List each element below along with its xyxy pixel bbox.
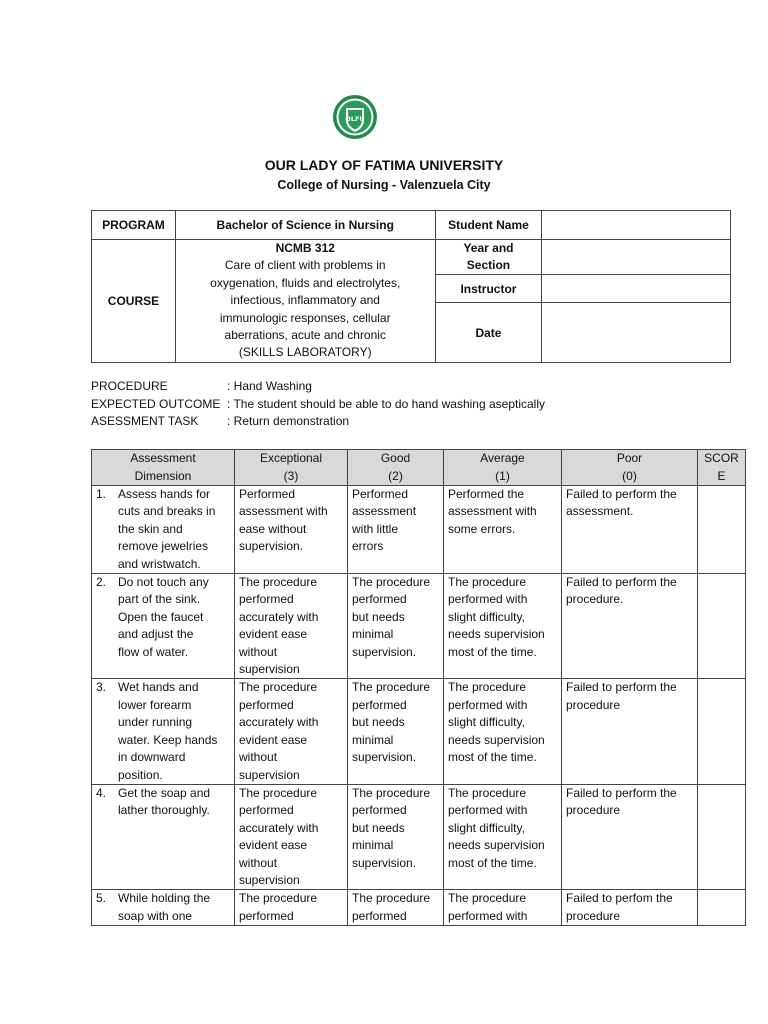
expected-outcome-label: EXPECTED OUTCOME	[91, 396, 221, 411]
exceptional-cell	[235, 679, 348, 784]
course-line: aberrations, acute and chronic	[224, 328, 386, 343]
average-line: Performed the	[448, 487, 525, 501]
step-number: 3.	[96, 680, 107, 695]
exceptional-line: performed	[239, 803, 294, 818]
good-line: but needs	[352, 715, 405, 730]
poor-line: Failed to perform the	[566, 575, 677, 590]
score-cell[interactable]	[698, 784, 746, 889]
course-info-table	[91, 210, 731, 363]
header-poor: Poor (0)	[562, 450, 698, 486]
step-number: 2.	[96, 575, 107, 590]
average-cell	[444, 890, 562, 926]
average-line: some errors.	[448, 521, 516, 536]
exceptional-line: supervision	[239, 767, 300, 782]
dimension-line: Open the faucet	[118, 609, 204, 624]
header-good: Good (2)	[348, 450, 444, 486]
instructor-field[interactable]	[542, 275, 731, 303]
good-line: supervision.	[352, 644, 417, 659]
average-cell	[444, 784, 562, 889]
university-name: OUR LADY OF FATIMA UNIVERSITY	[264, 157, 504, 173]
course-code: NCMB 312	[275, 241, 335, 255]
rubric-row	[92, 679, 746, 784]
exceptional-line: supervision	[239, 872, 300, 887]
average-line: needs supervision	[448, 838, 545, 853]
good-line: performed	[352, 803, 407, 818]
exceptional-line: accurately with	[239, 609, 319, 624]
good-cell	[348, 679, 444, 784]
dimension-line: Wet hands and	[118, 680, 199, 695]
student-name-label: Student Name	[435, 211, 542, 240]
instructor-label: Instructor	[435, 275, 542, 303]
average-cell	[444, 486, 562, 574]
svg-text:OLFU: OLFU	[345, 115, 365, 123]
average-line: performed with	[448, 697, 528, 712]
poor-cell	[562, 784, 698, 889]
average-line: most of the time.	[448, 855, 537, 870]
good-line: minimal	[352, 838, 394, 853]
good-line: performed	[352, 697, 407, 712]
course-line: Care of client with problems in	[224, 258, 386, 273]
average-line: assessment with	[448, 504, 537, 519]
procedure-info	[91, 378, 545, 431]
procedure-value: : Hand Washing	[227, 379, 312, 393]
average-line: needs supervision	[448, 627, 545, 642]
average-cell	[444, 574, 562, 679]
good-cell	[348, 486, 444, 574]
poor-cell	[562, 679, 698, 784]
poor-line: procedure	[566, 697, 621, 712]
average-line: slight difficulty,	[448, 715, 525, 730]
rubric-row	[92, 574, 746, 679]
exceptional-line: assessment with	[239, 504, 328, 519]
average-line: most of the time.	[448, 750, 537, 765]
rubric-row	[92, 486, 746, 574]
average-line: The procedure	[448, 680, 527, 695]
header-score: SCOR E	[698, 450, 746, 486]
good-line: minimal	[352, 627, 394, 642]
good-line: The procedure	[352, 785, 431, 800]
exceptional-line: supervision.	[239, 539, 304, 554]
exceptional-line: Performed	[239, 487, 296, 501]
rubric-row	[92, 784, 746, 889]
dimension-line: cuts and breaks in	[118, 504, 216, 519]
poor-line: Failed to perform the	[566, 487, 677, 501]
exceptional-line: ease without	[239, 521, 307, 536]
poor-cell	[562, 574, 698, 679]
dimension-cell	[92, 890, 235, 926]
course-description	[175, 240, 435, 363]
dimension-line: lather thoroughly.	[118, 803, 210, 818]
exceptional-cell	[235, 784, 348, 889]
exceptional-line: The procedure	[239, 680, 318, 695]
exceptional-line: The procedure	[239, 891, 318, 906]
average-line: The procedure	[448, 575, 527, 590]
average-line: performed with	[448, 908, 528, 923]
poor-line: assessment.	[566, 504, 634, 519]
header-exceptional: Exceptional (3)	[235, 450, 348, 486]
poor-line: Failed to perform the	[566, 785, 677, 800]
assessment-task-label: ASESSMENT TASK	[91, 414, 199, 428]
good-line: Performed	[352, 487, 409, 501]
poor-line: procedure	[566, 908, 621, 923]
exceptional-line: performed	[239, 697, 294, 712]
average-line: slight difficulty,	[448, 820, 525, 835]
dimension-line: While holding the	[118, 891, 211, 906]
score-cell[interactable]	[698, 890, 746, 926]
good-line: The procedure	[352, 575, 431, 590]
dimension-cell	[92, 486, 235, 574]
dimension-line: and wristwatch.	[118, 556, 201, 571]
dimension-line: soap with one	[118, 908, 193, 923]
poor-line: Failed to perform the	[566, 680, 677, 695]
good-line: assessment	[352, 504, 417, 519]
average-line: The procedure	[448, 891, 527, 906]
good-line: but needs	[352, 820, 405, 835]
dimension-line: under running	[118, 715, 193, 730]
dimension-line: Get the soap and	[118, 785, 211, 800]
average-line: performed with	[448, 803, 528, 818]
good-cell	[348, 890, 444, 926]
dimension-line: water. Keep hands	[118, 732, 218, 747]
poor-cell	[562, 890, 698, 926]
course-line: oxygenation, fluids and electrolytes,	[210, 275, 401, 290]
course-label: COURSE	[92, 240, 176, 363]
dimension-line: Assess hands for	[118, 487, 211, 501]
date-field[interactable]	[542, 303, 731, 362]
date-label: Date	[435, 303, 542, 362]
program-label: PROGRAM	[92, 211, 176, 240]
header-average: Average (1)	[444, 450, 562, 486]
header-assessment-dimension: Assessment Dimension	[92, 450, 235, 486]
dimension-line: and adjust the	[118, 627, 194, 642]
average-line: slight difficulty,	[448, 609, 525, 624]
university-seal-logo	[332, 94, 378, 140]
poor-line: Failed to perfom the	[566, 891, 673, 906]
good-line: supervision.	[352, 750, 417, 765]
average-line: The procedure	[448, 785, 527, 800]
dimension-line: lower forearm	[118, 697, 192, 712]
exceptional-line: The procedure	[239, 785, 318, 800]
exceptional-line: without	[239, 750, 278, 765]
dimension-line: part of the sink.	[118, 592, 201, 607]
rubric-table	[91, 449, 746, 926]
course-line: (SKILLS LABORATORY)	[238, 345, 372, 360]
score-cell[interactable]	[698, 679, 746, 784]
step-number: 1.	[96, 487, 107, 501]
dimension-cell	[92, 784, 235, 889]
program-value: Bachelor of Science in Nursing	[175, 211, 435, 240]
exceptional-line: without	[239, 644, 278, 659]
exceptional-line: accurately with	[239, 715, 319, 730]
exceptional-cell	[235, 574, 348, 679]
exceptional-line: performed	[239, 592, 294, 607]
exceptional-line: accurately with	[239, 820, 319, 835]
good-cell	[348, 784, 444, 889]
year-section-label	[435, 240, 542, 275]
good-line: minimal	[352, 732, 394, 747]
rubric-row	[92, 890, 746, 926]
dimension-cell	[92, 679, 235, 784]
poor-line: procedure	[566, 803, 621, 818]
exceptional-line: without	[239, 855, 278, 870]
exceptional-cell	[235, 890, 348, 926]
score-cell[interactable]	[698, 574, 746, 679]
good-line: errors	[352, 539, 384, 554]
good-line: with little	[352, 521, 399, 536]
good-line: supervision.	[352, 855, 417, 870]
poor-cell	[562, 486, 698, 574]
dimension-line: position.	[118, 767, 163, 782]
step-number: 4.	[96, 785, 107, 800]
exceptional-line: evident ease	[239, 838, 308, 853]
dimension-line: flow of water.	[118, 644, 189, 659]
good-line: The procedure	[352, 891, 431, 906]
year-section-field[interactable]	[542, 240, 731, 275]
average-line: needs supervision	[448, 732, 545, 747]
average-line: most of the time.	[448, 644, 537, 659]
exceptional-line: The procedure	[239, 575, 318, 590]
poor-line: procedure.	[566, 592, 624, 607]
course-line: immunologic responses, cellular	[219, 310, 391, 325]
score-cell[interactable]	[698, 486, 746, 574]
exceptional-line: evident ease	[239, 732, 308, 747]
good-line: The procedure	[352, 680, 431, 695]
dimension-line: Do not touch any	[118, 575, 209, 590]
dimension-line: the skin and	[118, 521, 183, 536]
college-name: College of Nursing - Valenzuela City	[277, 178, 491, 192]
dimension-line: in downward	[118, 750, 186, 765]
assessment-task-value: : Return demonstration	[227, 414, 350, 428]
average-line: performed with	[448, 592, 528, 607]
good-line: performed	[352, 592, 407, 607]
good-cell	[348, 574, 444, 679]
student-name-field[interactable]	[542, 211, 731, 240]
year-section-label-line: Year and	[463, 241, 514, 256]
exceptional-line: evident ease	[239, 627, 308, 642]
good-line: performed	[352, 908, 407, 923]
dimension-line: remove jewelries	[118, 539, 209, 554]
exceptional-line: performed	[239, 908, 294, 923]
course-line: infectious, inflammatory and	[230, 293, 380, 308]
average-cell	[444, 679, 562, 784]
exceptional-line: supervision	[239, 662, 300, 677]
dimension-cell	[92, 574, 235, 679]
procedure-label: PROCEDURE	[91, 379, 168, 393]
expected-outcome-value: : The student should be able to do hand washing aseptically	[227, 396, 545, 411]
good-line: but needs	[352, 609, 405, 624]
step-number: 5.	[96, 891, 107, 906]
exceptional-cell	[235, 486, 348, 574]
year-section-label-line: Section	[466, 258, 511, 273]
